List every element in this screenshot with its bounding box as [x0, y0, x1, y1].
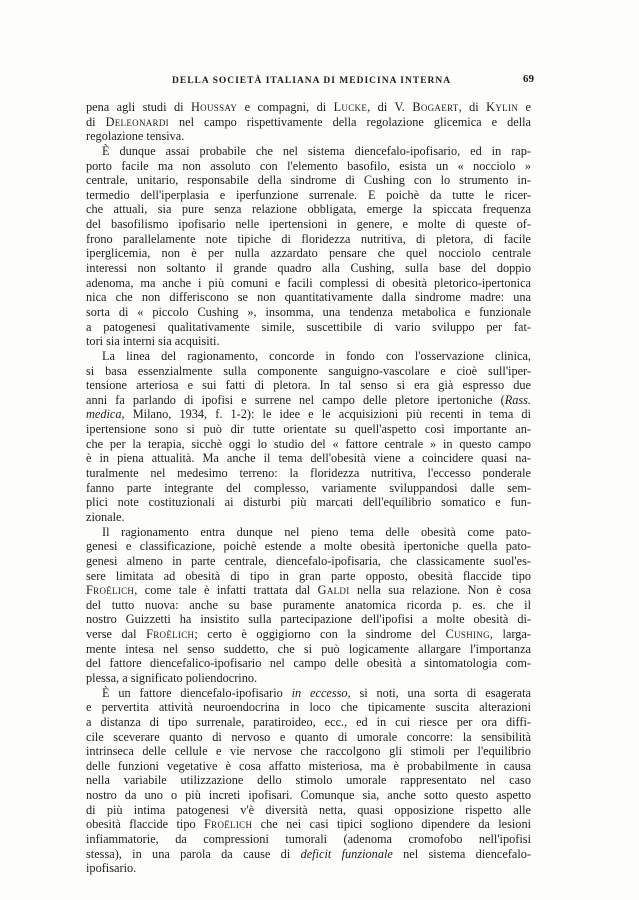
- text-segment: fanno parte integrante del complesso, variamente sviluppandosi dalle sem-: [86, 480, 531, 495]
- text-segment: termedio dell'iperplasia e iperfunzione surrenale. E poichè da tutte le ricer-: [86, 187, 531, 202]
- text-segment: si basa essenzialmente sulla componente sanguigno-vascolare e cioè sull'iper-: [86, 363, 531, 378]
- text-segment: verse dal: [86, 627, 147, 642]
- text-line: [86, 305, 531, 320]
- text-line: [86, 100, 531, 115]
- text-segment: È un fattore diencefalo-ipofisario: [102, 685, 292, 700]
- text-line: [86, 612, 531, 627]
- text-line: [86, 115, 531, 130]
- text-segment: Froëlich: [86, 583, 135, 598]
- text-line: [86, 803, 531, 818]
- text-line: [86, 320, 531, 335]
- text-line: [86, 159, 531, 174]
- text-segment: genesi almeno in parte centrale, diencefalo-ipofisaria, che classicamente suol'es-: [86, 553, 531, 568]
- text-line: [86, 656, 531, 671]
- text-line: [86, 773, 531, 788]
- text-line: [86, 378, 531, 393]
- text-line: [86, 232, 531, 247]
- text-line: [86, 481, 531, 496]
- text-line: [86, 261, 531, 276]
- text-segment: e pervertita attività neuroendocrina in loco che tipicamente suscita alterazioni: [86, 700, 531, 715]
- text-line: [86, 290, 531, 305]
- text-segment: nica che non differiscono se non quantitativamente dalla sindrome madre: una: [86, 290, 531, 305]
- text-segment: tori sia interni sia acquisiti.: [86, 334, 220, 349]
- text-line: [86, 583, 531, 598]
- text-segment: , Milano, 1934, f. 1-2): le idee e le acquisizioni più recenti in tema di: [121, 407, 531, 422]
- text-segment: obesità flaccide tipo: [86, 817, 205, 832]
- text-line: [86, 832, 531, 847]
- text-segment: di più intima patogenesi v'è diversità netta, quasi opposizione rispetto alle: [86, 802, 531, 817]
- text-segment: del fattore diencefalico-ipofisario nel campo delle obesità a sintomatologia com-: [86, 656, 531, 671]
- text-line: [86, 217, 531, 232]
- text-segment: Cushing: [445, 627, 490, 642]
- text-line: [86, 700, 531, 715]
- text-segment: nostro Guizzetti ha insistito sulla partecipazione dell'ipofisi a molte obesità di-: [86, 612, 531, 627]
- text-segment: a distanza di tipo surrenale, paratiroideo, ecc., ed in cui riesce per ora diffi-: [86, 714, 531, 729]
- text-segment: interessi non soltanto il grande quadro alla Cushing, sulla base del doppio: [86, 261, 531, 276]
- text-segment: Kylin: [486, 100, 519, 114]
- text-segment: ipertensione sono si può dir tutte orientate su quell'aspetto così importante an-: [86, 422, 531, 437]
- text-segment: del tutto nuova: anche su base puramente anatomica ricorda p. es. che il: [86, 597, 531, 612]
- text-segment: Froëlich: [146, 627, 195, 642]
- text-line: [86, 627, 531, 642]
- text-segment: pena agli studi di: [86, 100, 191, 114]
- text-segment: La linea del ragionamento, concorde in fondo con l'osservazione clinica,: [102, 348, 531, 363]
- text-line: [86, 715, 531, 730]
- text-segment: È dunque assai probabile che nel sistema diencefalo-ipofisario, ed in rap-: [102, 143, 531, 158]
- text-line: [86, 334, 531, 349]
- text-segment: infiammatorie, da compressioni tumorali (adenoma cromofobo nell'ipofisi: [86, 832, 531, 847]
- text-segment: nel sistema diencefalo-: [392, 846, 531, 861]
- text-line: [86, 349, 531, 364]
- text-segment: medica: [86, 407, 122, 422]
- text-segment: porto facile ma non assoluto con l'elemento basofilo, esista un « nocciolo »: [86, 158, 531, 173]
- text-segment: ipofisario.: [86, 861, 137, 876]
- text-segment: Lucke: [333, 100, 368, 114]
- text-line: [86, 817, 531, 832]
- text-line: [86, 861, 531, 876]
- text-line: [86, 539, 531, 554]
- text-line: [86, 144, 531, 159]
- text-line: [86, 554, 531, 569]
- text-segment: , di: [458, 100, 487, 114]
- text-line: [86, 466, 531, 481]
- text-segment: , di V.: [367, 100, 413, 114]
- text-line: [86, 847, 531, 862]
- text-line: [86, 422, 531, 437]
- text-segment: sorta di « piccolo Cushing », insomma, una tendenza metabolica e funzionale: [86, 304, 531, 319]
- text-line: [86, 744, 531, 759]
- text-line: [86, 364, 531, 379]
- text-segment: , come tale è infatti trattata dal: [134, 583, 318, 598]
- text-segment: nella sua relazione. Non è cosa: [349, 583, 531, 598]
- text-segment: in eccesso: [291, 685, 348, 700]
- text-line: [86, 173, 531, 188]
- text-segment: che per la terapia, sicchè oggi lo studio del « fattore centrale » in questo campo: [86, 436, 531, 451]
- text-segment: a patogenesi qualitativamente simile, suscettibile di vario sviluppo per fat-: [86, 319, 531, 334]
- text-segment: stessa), in una parola da cause di: [86, 846, 301, 861]
- text-segment: Galdi: [317, 583, 350, 598]
- text-line: [86, 495, 531, 510]
- running-title: DELLA SOCIETÀ ITALIANA DI MEDICINA INTERNA: [172, 76, 452, 86]
- text-segment: Il ragionamento entra dunque nel pieno tema delle obesità come pato-: [102, 524, 531, 539]
- text-segment: , larga-: [489, 627, 531, 642]
- text-line: [86, 407, 531, 422]
- text-segment: sere limitata ad obesità di tipo in gran parte opposto, obesità flaccide tipo: [86, 568, 531, 583]
- text-line: [86, 451, 531, 466]
- running-header: [82, 73, 534, 90]
- text-segment: plici note costituzionali ai disturbi più marcati dell'equilibrio somatico e fun-: [86, 495, 531, 510]
- text-segment: centrale, unitario, responsabile della sindrome di Cushing con lo strumento in-: [86, 173, 531, 188]
- text-segment: frono parallelamente note tipiche di floridezza nutritiva, di pletora, di facile: [86, 231, 531, 246]
- text-segment: del basofilismo ipofisario nelle ipertensioni in genere, e molte di queste of-: [86, 217, 531, 232]
- text-segment: di: [86, 114, 106, 129]
- text-line: [86, 276, 531, 291]
- text-segment: Houssay: [191, 100, 238, 114]
- text-line: [86, 569, 531, 584]
- text-segment: che nei casi tipici sogliono dipendere da lesioni: [252, 817, 531, 832]
- text-segment: regolazione tensiva.: [86, 129, 185, 144]
- text-segment: adenoma, ma anche i più comuni e facili complessi di obesità pletorico-ipertonica: [86, 275, 531, 290]
- text-segment: plessa, a significato poliendocrino.: [86, 670, 258, 685]
- text-segment: nella variabile utilizzazione dello stimolo umorale rappresentato nel caso: [86, 773, 531, 788]
- text-segment: anni fa parlando di ipofisi e surrene nel campo delle pletore ipertoniche (: [86, 392, 505, 407]
- text-segment: genesi e classificazione, poichè estende a molte obesità ipertoniche quella pato-: [86, 539, 531, 554]
- text-segment: Froëlich: [204, 817, 253, 832]
- text-line: [86, 686, 531, 701]
- text-segment: , si noti, una sorta di esagerata: [347, 685, 531, 700]
- text-line: [86, 188, 531, 203]
- text-segment: e: [518, 100, 531, 114]
- text-segment: deficit funzionale: [300, 846, 393, 861]
- body-text: [86, 100, 531, 876]
- text-line: [86, 393, 531, 408]
- text-line: [86, 598, 531, 613]
- text-line: [86, 788, 531, 803]
- text-line: [86, 642, 531, 657]
- text-line: [86, 129, 531, 144]
- text-segment: tensione arteriosa e sui fatti di pletora. In tal senso si era già espresso due: [86, 378, 531, 393]
- text-segment: Rass.: [504, 392, 531, 407]
- text-segment: Bogaert: [412, 100, 459, 114]
- text-segment: nel campo rispettivamente della regolazione glicemica e della: [168, 114, 531, 129]
- text-segment: intrinseca delle cellule e vie nervose che raccolgono gli stimoli per l'equilibrio: [86, 744, 531, 759]
- text-line: [86, 202, 531, 217]
- text-line: [86, 730, 531, 745]
- text-segment: delle funzioni vegetative è cosa affatto misteriosa, ma è probabilmente in causa: [86, 758, 531, 773]
- text-segment: zionale.: [86, 509, 125, 524]
- text-line: [86, 671, 531, 686]
- text-line: [86, 510, 531, 525]
- text-segment: ; certo è oggigiorno con la sindrome del: [194, 627, 446, 642]
- page-number: 69: [523, 73, 534, 85]
- text-line: [86, 246, 531, 261]
- text-segment: iperglicemia, non è per nulla azzardato pensare che quel nocciolo centrale: [86, 246, 531, 261]
- text-line: [86, 437, 531, 452]
- text-segment: turalmente nel medesimo terreno: la floridezza nutritiva, l'eccesso ponderale: [86, 466, 531, 481]
- text-segment: che attuali, sia pure senza relazione obbligata, emerge la spiccata frequenza: [86, 202, 531, 217]
- text-line: [86, 759, 531, 774]
- text-segment: nostro da uno o più increti ipofisari. Comunque sia, anche sotto questo aspetto: [86, 788, 531, 803]
- text-segment: e compagni, di: [237, 100, 334, 114]
- text-line: [86, 525, 531, 540]
- text-segment: cile sceverare quanto di nervoso e quanto di umorale concorre: la sensibilità: [86, 729, 531, 744]
- text-segment: Deleonardi: [105, 114, 169, 129]
- text-segment: è in piena attualità. Ma anche il tema dell'obesità viene a coincidere quasi na-: [86, 451, 531, 466]
- text-segment: mente intesa nel senso suddetto, che si può logicamente allargare l'importanza: [86, 641, 531, 656]
